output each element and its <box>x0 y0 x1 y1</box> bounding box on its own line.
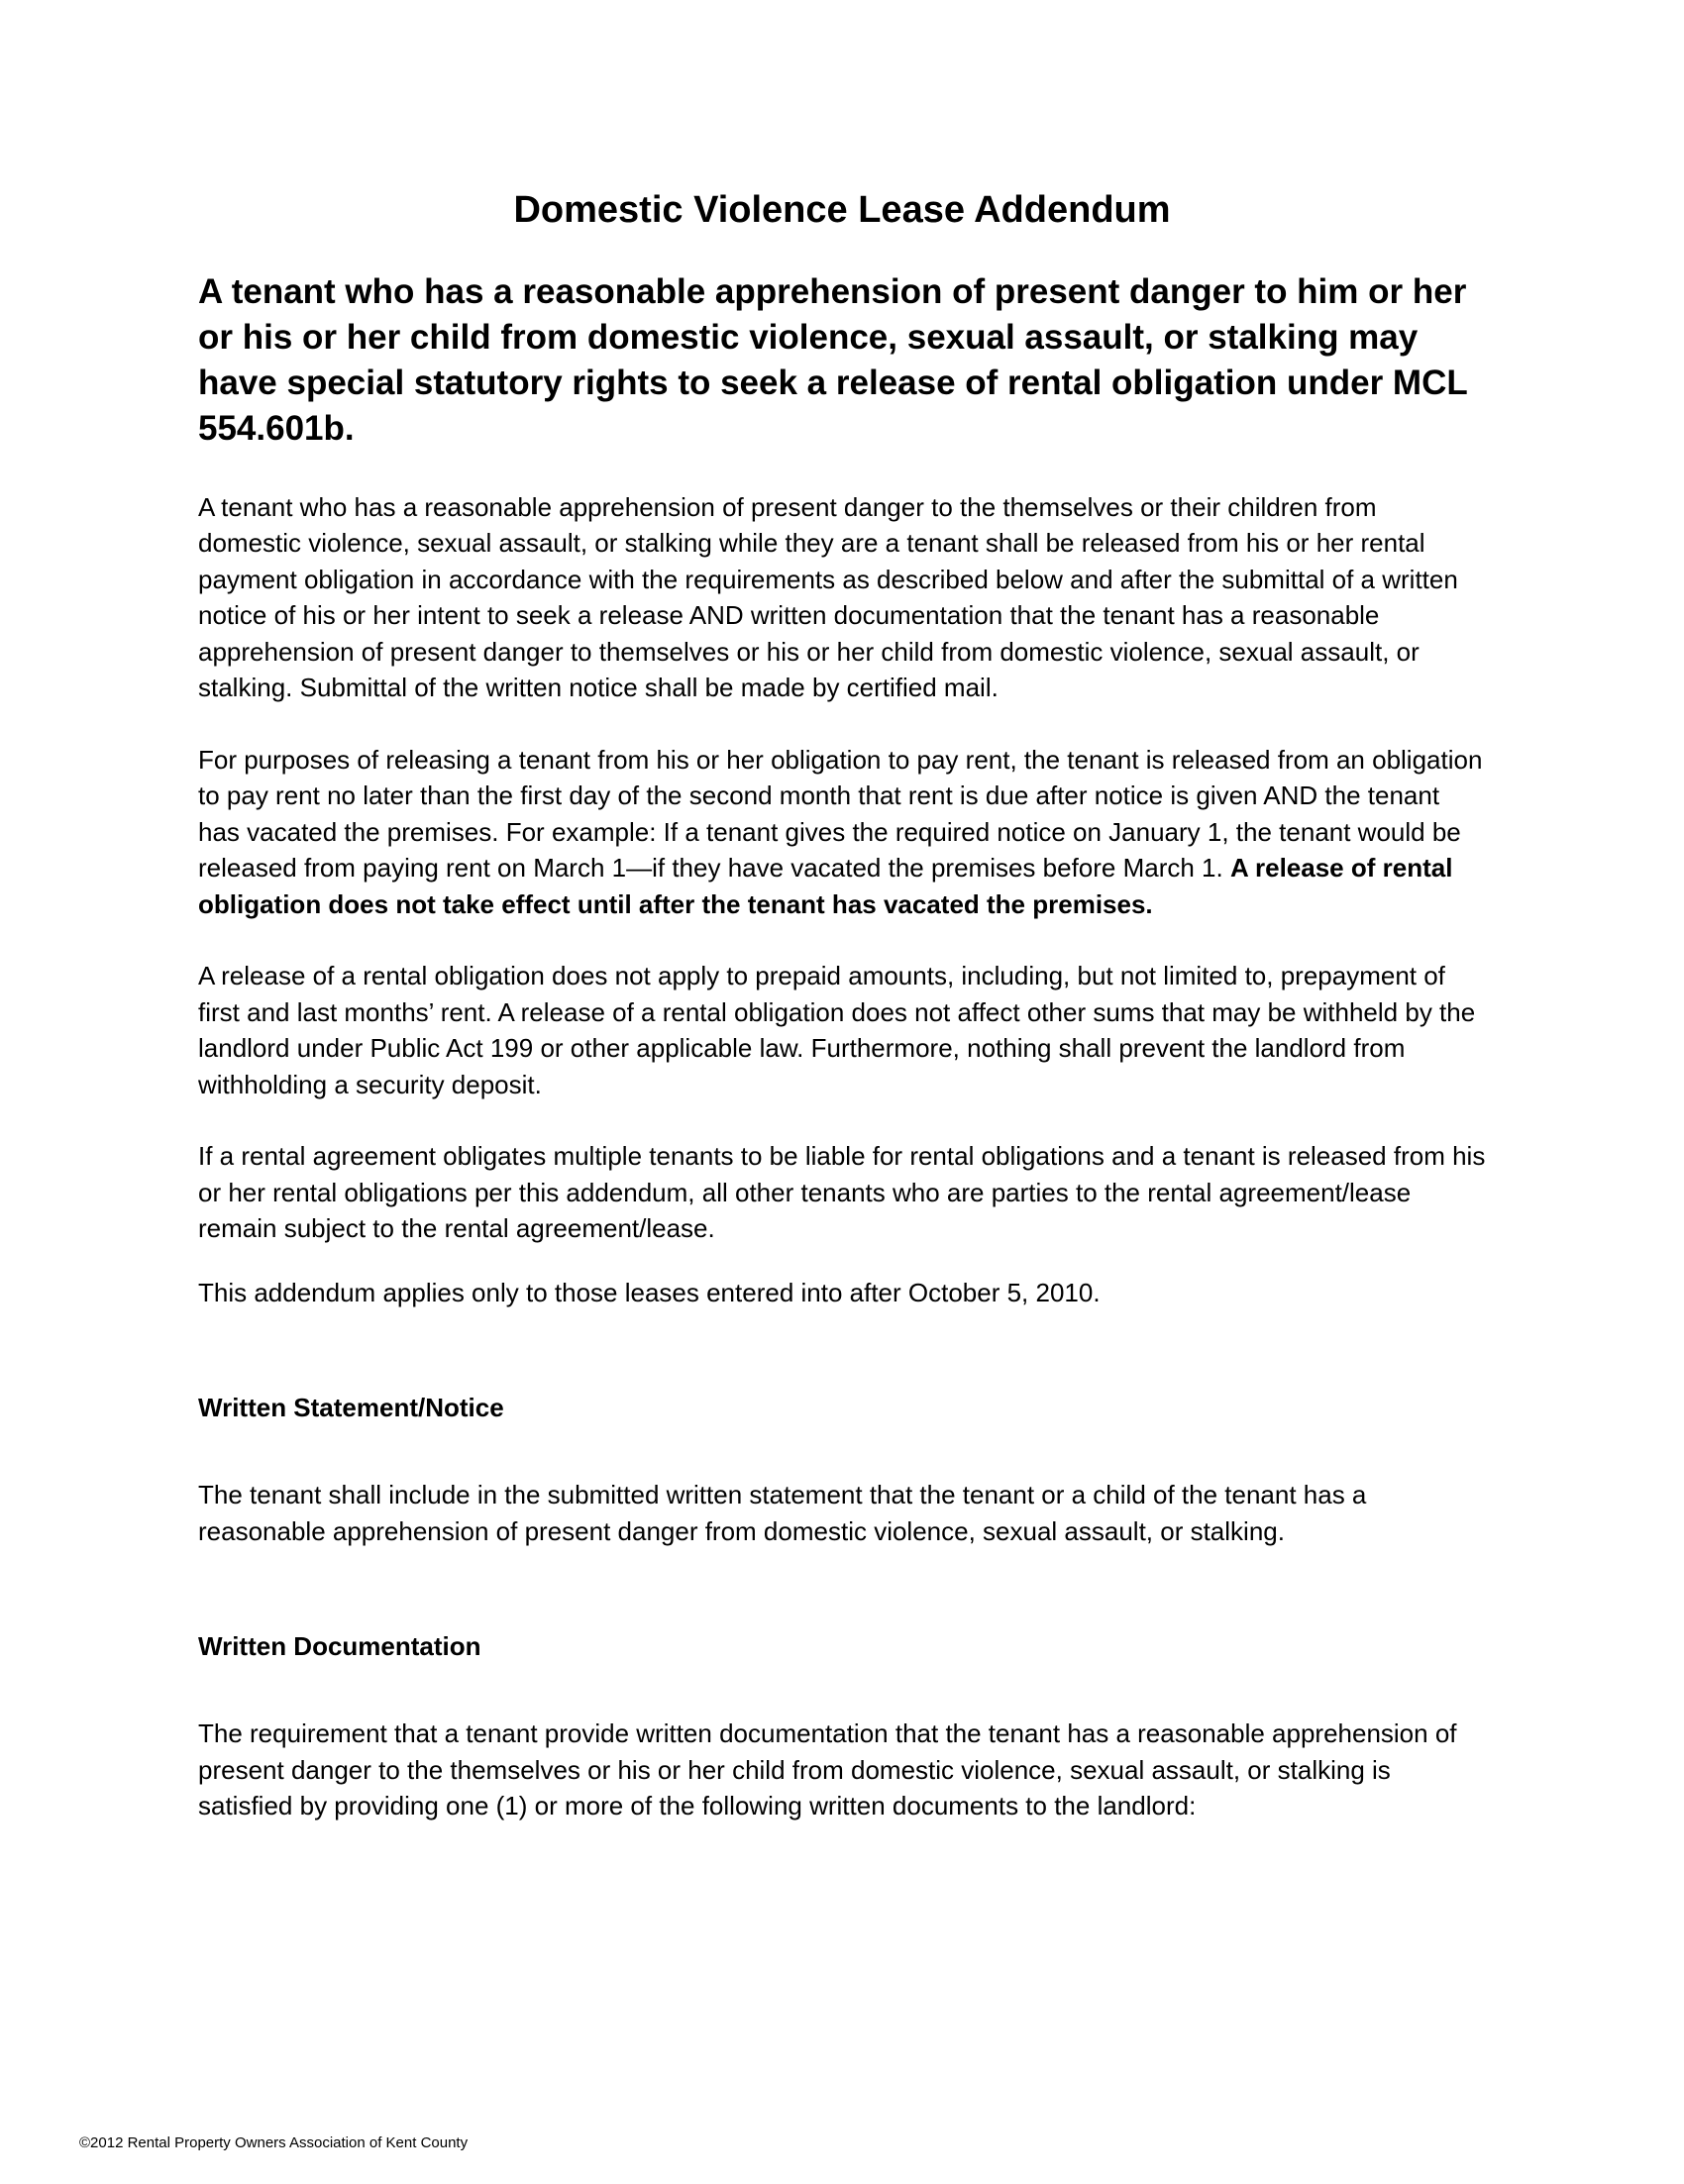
release-timing-text: For purposes of releasing a tenant from his or her obligation to pay rent, the tenant is released from an obligation to pay rent no later than the first day of the second month that rent is due after notice is given AND the tenant has vacated the premises. For example: If a tenant gives the required notice on January 1, the tenant would be released from paying rent on March 1—if they have vacated the premises before March 1. <box>198 744 1483 884</box>
paragraph-multiple-tenants: If a rental agreement obligates multiple tenants to be liable for rental obligations and a tenant is released from his or her rental obligations per this addendum, all other tenants who are parties to the rental agreement/lease remain subject to the rental agreement/lease. <box>198 1141 1486 1244</box>
subheading-written-statement: Written Statement/Notice <box>198 1393 504 1423</box>
paragraph-applicability: This addendum applies only to those leases entered into after October 5, 2010. <box>198 1277 1101 1307</box>
paragraph-prepaid-amounts: A release of a rental obligation does not apply to prepaid amounts, including, but not limited to, prepayment of first and last months’ rent. A release of a rental obligation does not affect other sums that may be withheld by the landlord under Public Act 199 or other applicable law. Furthermore, nothing shall prevent the landlord from withholding a security deposit. <box>198 961 1476 1099</box>
page-title: Domestic Violence Lease Addendum <box>513 189 1171 231</box>
paragraph-release-timing <box>198 742 1486 923</box>
release-timing-emphasis: A release of rental obligation does not take effect until after the tenant has vacated the premises. <box>198 853 1453 919</box>
footer-copyright: ©2012 Rental Property Owners Association of Kent County <box>79 2134 469 2151</box>
lead-statement: A tenant who has a reasonable apprehension of present danger to him or her or his or her child from domestic violence, sexual assault, or stalking may have special statutory rights to seek a release of rental obligation under MCL 554.601b. <box>198 271 1468 448</box>
subheading-written-documentation: Written Documentation <box>198 1631 481 1662</box>
document-body <box>198 188 1486 1860</box>
paragraph-written-statement: The tenant shall include in the submitted written statement that the tenant or a child of the tenant has a reasonable apprehension of present danger from domestic violence, sexual assault, or stalking. <box>198 1480 1367 1546</box>
paragraph-release-requirements: A tenant who has a reasonable apprehension of present danger to the themselves or their children from domestic violence, sexual assault, or stalking while they are a tenant shall be released from his or her rental payment obligation in accordance with the requirements as described below and after the submittal of a written notice of his or her intent to seek a release AND written documentation that the tenant has a reasonable apprehension of present danger to themselves or his or her child from domestic violence, sexual assault, or stalking. Submittal of the written notice shall be made by certified mail. <box>198 491 1458 703</box>
paragraph-written-documentation: The requirement that a tenant provide written documentation that the tenant has a reasonable apprehension of present danger to the themselves or his or her child from domestic violence, sexual assault, or stalking is satisfied by providing one (1) or more of the following written documents to the landlord: <box>198 1718 1457 1821</box>
